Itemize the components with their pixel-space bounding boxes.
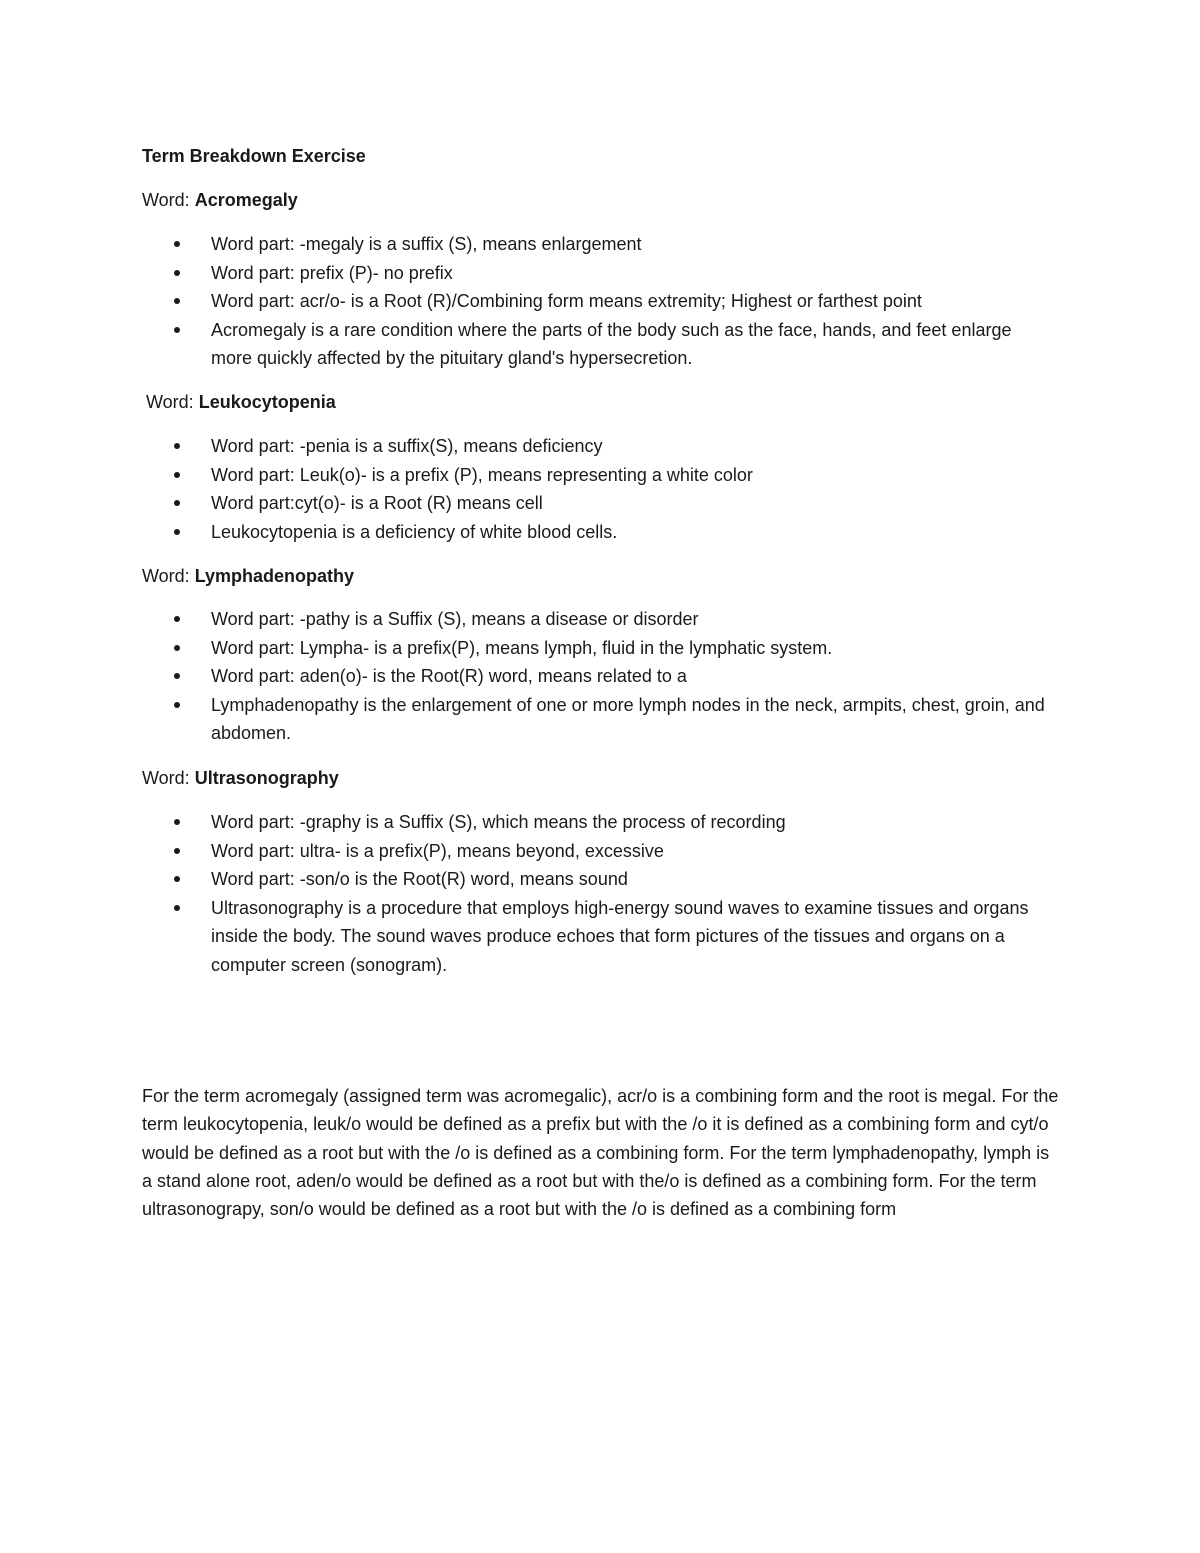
list-item-text: Word part: ultra- is a prefix(P), means beyond, excessive (211, 840, 664, 861)
word-heading-ultrasonography (142, 766, 339, 790)
list-item-text: Lymphadenopathy is the enlargement of one or more lymph nodes in the neck, armpits, chest, groin, and abdomen. (211, 694, 1045, 744)
word-label: Word: (142, 190, 190, 210)
list-item-text: Word part: Lympha- is a prefix(P), means lymph, fluid in the lymphatic system. (211, 637, 833, 658)
word-term: Acromegaly (194, 190, 298, 210)
list-item-text: Word part: prefix (P)- no prefix (211, 262, 453, 283)
bullet-icon (174, 702, 180, 708)
list-item (170, 259, 1050, 288)
list-item (170, 634, 1050, 663)
list-item (170, 808, 1050, 837)
list-item (170, 605, 1050, 634)
bullet-icon (174, 472, 180, 478)
list-item (170, 489, 1050, 518)
word-heading-lymphadenopathy (142, 564, 354, 588)
word-heading-acromegaly (142, 188, 298, 212)
bullet-icon (174, 673, 180, 679)
word-label: Word: (146, 392, 194, 412)
word-label: Word: (142, 768, 190, 788)
word-term: Leukocytopenia (198, 392, 336, 412)
list-item (170, 287, 1050, 316)
word-heading-leukocytopenia (146, 390, 336, 414)
list-item (170, 865, 1050, 894)
bullet-icon (174, 529, 180, 535)
bullet-icon (174, 876, 180, 882)
bullet-icon (174, 616, 180, 622)
bullet-icon (174, 500, 180, 506)
list-item-text: Word part: Leuk(o)- is a prefix (P), means representing a white color (211, 464, 753, 485)
list-item (170, 230, 1050, 259)
bullet-icon (174, 443, 180, 449)
list-item (170, 518, 1050, 547)
bullet-icon (174, 645, 180, 651)
bullet-icon (174, 848, 180, 854)
bullet-list-acromegaly (170, 230, 1050, 373)
list-item-text: Word part: -megaly is a suffix (S), means enlargement (211, 234, 642, 254)
list-item-text: Word part:cyt(o)- is a Root (R) means cell (211, 493, 543, 514)
list-item-text: Word part: -graphy is a Suffix (S), which means the process of recording (211, 812, 786, 832)
list-item-text: Word part: -son/o is the Root(R) word, means sound (211, 869, 628, 890)
list-item-text: Acromegaly is a rare condition where the parts of the body such as the face, hands, and feet enlarge more quickly affected by the pituitary gland's hypersecretion. (211, 319, 1012, 369)
bullet-icon (174, 819, 180, 825)
list-item-text: Word part: -penia is a suffix(S), means deficiency (211, 436, 603, 456)
bullet-icon (174, 241, 180, 247)
word-term: Lymphadenopathy (194, 566, 355, 586)
word-term: Ultrasonography (194, 768, 339, 788)
summary-paragraph: For the term acromegaly (assigned term was acromegalic), acr/o is a combining form and the root is megal. For the term leukocytopenia, leuk/o would be defined as a prefix but with the /o it is defined as a combining form and cyt/o would be defined as a root but with the /o is defined as a combining form. For the term lymphadenopathy, lymph is a stand alone root, aden/o would be defined as a root but with the/o is defined as a combining form. For the term ultrasonograpy, son/o would be defined as a root but with the /o is defined as a combining form (142, 1086, 1059, 1220)
document-title: Term Breakdown Exercise (142, 146, 366, 166)
list-item-text: Word part: -pathy is a Suffix (S), means a disease or disorder (211, 609, 699, 629)
list-item (170, 461, 1050, 490)
bullet-icon (174, 298, 180, 304)
list-item-text: Word part: acr/o- is a Root (R)/Combining form means extremity; Highest or farthest point (211, 291, 922, 312)
list-item (170, 894, 1050, 980)
list-item (170, 316, 1050, 373)
bullet-list-leukocytopenia (170, 432, 1050, 546)
bullet-icon (174, 270, 180, 276)
list-item (170, 837, 1050, 866)
list-item-text: Ultrasonography is a procedure that employs high-energy sound waves to examine tissues and organs inside the body. The sound waves produce echoes that form pictures of the tissues and organs on a computer screen (sonogram). (211, 897, 1029, 975)
bullet-list-lymphadenopathy (170, 605, 1050, 748)
list-item (170, 432, 1050, 461)
list-item (170, 662, 1050, 691)
list-item-text: Leukocytopenia is a deficiency of white blood cells. (211, 521, 618, 542)
bullet-icon (174, 905, 180, 911)
bullet-icon (174, 327, 180, 333)
word-label: Word: (142, 566, 190, 586)
list-item-text: Word part: aden(o)- is the Root(R) word, means related to a (211, 666, 687, 687)
bullet-list-ultrasonography (170, 808, 1050, 980)
list-item (170, 691, 1050, 748)
